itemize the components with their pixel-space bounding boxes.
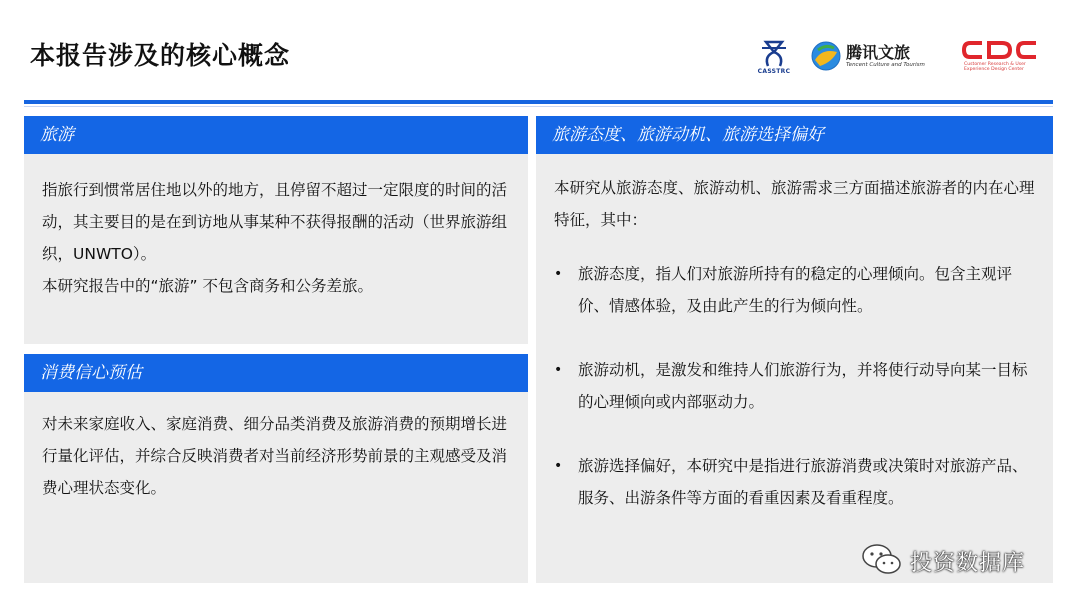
watermark (860, 540, 1060, 580)
list-item-attitude (554, 258, 1035, 322)
watermark-text: 投资数据库 (910, 551, 1026, 576)
casstrc-caption: CASSTRC (757, 68, 791, 75)
preference-text: 旅游选择偏好，本研究中是指进行旅游消费或决策时对旅游产品、服务、出游条件等方面的看重因素及看重程度。 (578, 457, 1028, 507)
consumer-confidence-definition: 对未来家庭收入、家庭消费、细分品类消费及旅游消费的预期增长进行量化评估，并综合反映消费者对当前经济形势前景的主观感受及消费心理状态变化。 (42, 415, 508, 497)
cdc-wordmark-icon (962, 38, 1038, 62)
page-title: 本报告涉及的核心概念 (30, 41, 291, 70)
casstrc-emblem-icon (752, 38, 796, 68)
bullet-icon: • (554, 458, 563, 474)
consumer-confidence-panel (24, 354, 528, 583)
tencent-name: 腾讯文旅 (846, 43, 911, 62)
header-divider (24, 100, 1053, 104)
motivation-text: 旅游动机，是激发和维持人们旅游行为，并将使行动导向某一目标的心理倾向或内部驱动力。 (578, 361, 1028, 411)
travel-scope-note: 本研究报告中的“旅游” 不包含商务和公务差旅。 (42, 277, 373, 295)
wechat-icon (860, 542, 904, 578)
cdc-subtitle: Customer Research & User Experience Design Center (964, 62, 1026, 72)
cdc-logo (962, 38, 1040, 78)
list-item-motivation (554, 354, 1035, 418)
consumer-confidence-title: 消费信心预估 (24, 354, 528, 392)
tencent-globe-icon (810, 40, 842, 72)
travel-psychology-title: 旅游态度、旅游动机、旅游选择偏好 (536, 116, 1053, 154)
consumer-confidence-body (24, 392, 528, 504)
tencent-logo (810, 38, 950, 78)
travel-panel-body (24, 154, 528, 302)
travel-panel (24, 116, 528, 344)
travel-definition: 指旅行到惯常居住地以外的地方，且停留不超过一定限度的时间的活动，其主要目的是在到访地从事某种不获得报酬的活动（世界旅游组织，UNWTO）。 (42, 181, 508, 263)
list-item-preference (554, 450, 1035, 514)
travel-psychology-body (536, 154, 1053, 514)
travel-psychology-intro: 本研究从旅游态度、旅游动机、旅游需求三方面描述旅游者的内在心理特征，其中： (554, 179, 1035, 229)
travel-psychology-list (554, 258, 1035, 514)
travel-panel-title: 旅游 (24, 116, 528, 154)
travel-psychology-panel (536, 116, 1053, 583)
header-divider-thin (24, 106, 1053, 107)
bullet-icon: • (554, 266, 563, 282)
attitude-text: 旅游态度，指人们对旅游所持有的稳定的心理倾向。包含主观评价、情感体验，及由此产生的行为倾向性。 (578, 265, 1013, 315)
bullet-icon: • (554, 362, 563, 378)
tencent-subtitle: Tencent Culture and Tourism (846, 62, 925, 68)
casstrc-logo (752, 38, 796, 78)
